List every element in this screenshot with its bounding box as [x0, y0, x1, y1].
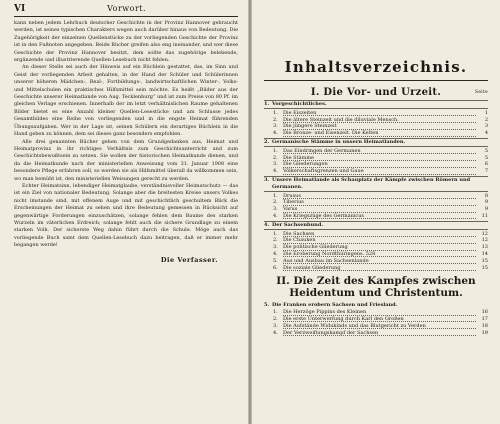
entry-title: Der Verzweiflungskampf der Sachsen — [283, 330, 476, 337]
entry-title: Die erste Unterwerfung durch Karl den Großen — [283, 316, 476, 323]
entry-number: 4. — [273, 250, 278, 257]
paragraph: kann neben jedem Lehrbuch deutscher Geschichte in der Provinz Hannover gebraucht werden, ist seines typischen Charakters wegen auch darüber hinaus von Bedeutung. Die Zugehörigkeit der einzelnen Quellenstücke zu der vorliegenden Geschichte der Provinz ist in den Fußnoten angegeben. Beide Bücher greifen also eng ineinander, und wer diese Geschichte der Provinz Hannover besitzt, dem sollte das zugehörige belebende, ergänzende und illustrierende Quellen-Lesebuch nicht fehlen. — [14, 20, 238, 64]
entry-title: Die Eroberung Nordthüringens. 528 — [283, 251, 476, 258]
entry-page: 5 — [484, 147, 488, 154]
toc-entry — [264, 110, 488, 117]
toc-entry — [264, 161, 488, 168]
entry-page: 19 — [481, 329, 488, 336]
entry-number: 5. — [273, 257, 278, 264]
toc-section — [264, 138, 488, 147]
entry-page: 9 — [484, 199, 488, 206]
section-number: 3. — [264, 176, 270, 183]
entry-page: 15 — [481, 257, 488, 264]
entry-page: 1 — [484, 109, 488, 116]
entry-title: Die Eiszeiten — [283, 110, 476, 117]
entry-number: 2. — [273, 315, 278, 322]
entry-page: 15 — [481, 264, 488, 271]
entry-number: 3. — [273, 244, 278, 251]
toc-entry — [264, 199, 488, 206]
entry-number: 6. — [273, 264, 278, 271]
toc-section — [264, 100, 488, 109]
section-number: 5. — [264, 302, 270, 309]
toc-entry — [264, 155, 488, 162]
entry-number: 3. — [273, 123, 278, 130]
entry-page: 8 — [484, 192, 488, 199]
toc-entry — [264, 213, 488, 220]
toc-entry — [264, 251, 488, 258]
entry-title: Völkerschaftsgrenzen und Gaue — [283, 168, 476, 175]
entry-page: 14 — [481, 250, 488, 257]
section-title: Die Franken erobern Sachsen und Friesland. — [272, 302, 398, 309]
entry-title: Die Gliederungen — [283, 161, 476, 168]
entry-page: 7 — [484, 168, 488, 175]
entry-title: Die Herzöge Pippins des Kleinen — [283, 309, 476, 316]
entry-page: 6 — [484, 161, 488, 168]
entry-number: 3. — [273, 206, 278, 213]
toc-entry — [264, 231, 488, 238]
entry-title: Das Eindringen der Germanen — [283, 148, 476, 155]
entry-number: 1. — [273, 309, 278, 316]
section-number: 1. — [264, 101, 270, 107]
entry-title: Varus — [283, 206, 476, 213]
entry-title: Tiberius — [283, 199, 476, 206]
entry-title: Die Chauken — [283, 237, 476, 244]
entry-number: 4. — [273, 168, 278, 175]
entry-page: 16 — [481, 309, 488, 316]
toc-entry — [264, 206, 488, 213]
section-title: Unsere Heimatlande als Schauplatz der Kämpfe zwischen Römern und Germanen. — [272, 176, 471, 190]
toc-part-2 — [264, 302, 488, 336]
toc-entry — [264, 193, 488, 200]
toc-section — [264, 176, 488, 192]
toc-entry — [264, 130, 488, 137]
toc-entry — [264, 168, 488, 175]
toc-entry — [264, 123, 488, 130]
entry-page: 17 — [481, 315, 488, 322]
entry-page: 18 — [481, 322, 488, 329]
right-page — [252, 0, 500, 424]
entry-number: 4. — [273, 329, 278, 336]
section-title: Der Sachsenbund. — [272, 221, 324, 228]
page-number: VI — [14, 4, 26, 14]
entry-title: Aus und Ausbau im Sachsenlande — [283, 258, 476, 265]
entry-page: 2 — [484, 116, 488, 123]
section-title: Germanische Stämme in unsern Heimatlanden. — [272, 138, 406, 145]
part-1-title: I. Die Vor- und Urzeit. — [310, 87, 442, 98]
toc-entry — [264, 244, 488, 251]
entry-title: Die Sachsen — [283, 231, 476, 238]
entry-number: 1. — [273, 147, 278, 154]
entry-title: Die Bronze- und Eisenzeit. Die Kelten — [283, 130, 476, 137]
entry-number: 4. — [273, 212, 278, 219]
entry-page: 4 — [484, 130, 488, 137]
entry-number: 1. — [273, 192, 278, 199]
entry-number: 2. — [273, 154, 278, 161]
entry-title: Die jüngere Steinzeit — [283, 123, 476, 130]
entry-page: 5 — [484, 154, 488, 161]
entry-number: 2. — [273, 199, 278, 206]
seite-label: Seite — [474, 90, 488, 95]
entry-title: Die ältere Steinzeit und die diluviale Mensch. — [283, 117, 476, 124]
toc-section — [264, 302, 488, 309]
toc-entry — [264, 330, 488, 337]
entry-number: 4. — [273, 130, 278, 137]
entry-title: Die Aufstände Widukinds und das Blutgericht zu Verden — [283, 323, 476, 330]
entry-number: 3. — [273, 161, 278, 168]
toc-entry — [264, 148, 488, 155]
signature: Die Verfasser. — [160, 255, 218, 264]
part-2-title: II. Die Zeit des Kampfes zwischen Heidentum und Christentum. — [276, 275, 476, 300]
running-head: Vorwort. — [107, 4, 147, 13]
toc-section — [264, 221, 488, 230]
section-number: 2. — [264, 138, 270, 145]
toc-entry — [264, 323, 488, 330]
toc-entry — [264, 117, 488, 124]
entry-title: Die soziale Gliederung — [283, 265, 476, 272]
page-header — [14, 4, 238, 17]
entry-page: 13 — [481, 244, 488, 251]
entry-number: 2. — [273, 116, 278, 123]
entry-title: Die Stämme — [283, 155, 476, 162]
toc-title: Inhaltsverzeichnis. — [264, 58, 488, 81]
entry-page: 11 — [481, 212, 488, 219]
entry-number: 3. — [273, 322, 278, 329]
left-page — [0, 0, 248, 424]
toc-entry — [264, 265, 488, 272]
entry-page: 3 — [484, 123, 488, 130]
toc-entry — [264, 309, 488, 316]
entry-title: Die Kriegszüge des Germanicus — [283, 213, 476, 220]
paragraph: An dieser Stelle sei auch der Hinweis auf ein Büchlein gestattet, das, im Sinn und Geist der vorliegenden Arbeit gehalten, in der Hand der Schüler und Schülerinnen unserer höheren Mädchen-, Real-, Fortbildungs-, landwirtschaftlichen Winter-, Volks- und Mittelschulen ein praktisches Hilfsmittel sein möchte. Es heißt „Bilder aus der Geschichte unserer Heimatlande von Aug. Tecklenburg“ und ist zum Preise von 80 Pf. im gleichen Verlage erschienen. Innerhalb der im letzt verhältnislichen Raume gehaltenen Bilder bietet es eine Anzahl kleiner Quellen-Lesestücke und am Schlusse jedes Gesamtbildes eine Reihe von vorliegenden und in die engste Heimat führenden Übungsaufgaben. Wer in der Lage ist, seinen Schülern ein derartiges Büchlein in die Hand geben zu können, dem sei dieses ganz besonders empfohlen. — [14, 64, 238, 138]
entry-title: Die politische Gliederung — [283, 244, 476, 251]
toc-entry — [264, 258, 488, 265]
section-number: 4. — [264, 221, 270, 228]
toc-entry — [264, 237, 488, 244]
entry-number: 1. — [273, 230, 278, 237]
entry-page: 9 — [484, 206, 488, 213]
preface-text — [14, 20, 238, 250]
paragraph: Alle drei genannten Bücher gehen von dem Grundgedanken aus, Heimat und Heimatprovinz in ihr richtiges Verhältnis zum Geschichtsunterricht und zum Geschichtsbewußtsein zu setzen. Sie wollen der historischen Heimatkunde dienen, und da die Heimatkunde nach der ministeriellen Anweisung vom 31. Januar 1908 eine besondere Pflege erfahren soll, so werden sie als Hilfsmittel überall da willkommen sein, wo man bemüht ist, den ministeriellen Weisungen gerecht zu werden. — [14, 138, 238, 182]
entry-page: 12 — [481, 230, 488, 237]
entry-title: Drusus — [283, 193, 476, 200]
section-title: Vorgeschichtliches. — [272, 101, 327, 107]
toc-part-1 — [264, 100, 488, 271]
paragraph: Echter Heimatsinn, lebendiger Heimatglaube, verständnisvoller Heimatschutz — das ist ein Ziel von nationaler Bedeutung. Solange aber die breitesten Kreise unsers Volkes nicht imstande sind, mit offenem Auge und mit geschichtlich geschultem Blick die Erscheinungen der Heimat zu sehen und ihre Bedeutung gemessen in Rücksicht auf gegenwärtige Forderungen einzuschätzen, solange fehlen dem Baume des starken Wurzeln im väterlichen Erdreich; solange fehlt auch die sichere Grundlage zu einem starken Volk. Der sicherste Weg dahin führt durch die Schule. Möge auch das vorliegende Buch samt dem Quellen-Lesebuch dazu beitragen, daß er immer mehr begangen werde! — [14, 182, 238, 249]
entry-page: 12 — [481, 237, 488, 244]
part-title — [264, 87, 488, 98]
entry-number: 1. — [273, 109, 278, 116]
entry-number: 2. — [273, 237, 278, 244]
toc-entry — [264, 316, 488, 323]
